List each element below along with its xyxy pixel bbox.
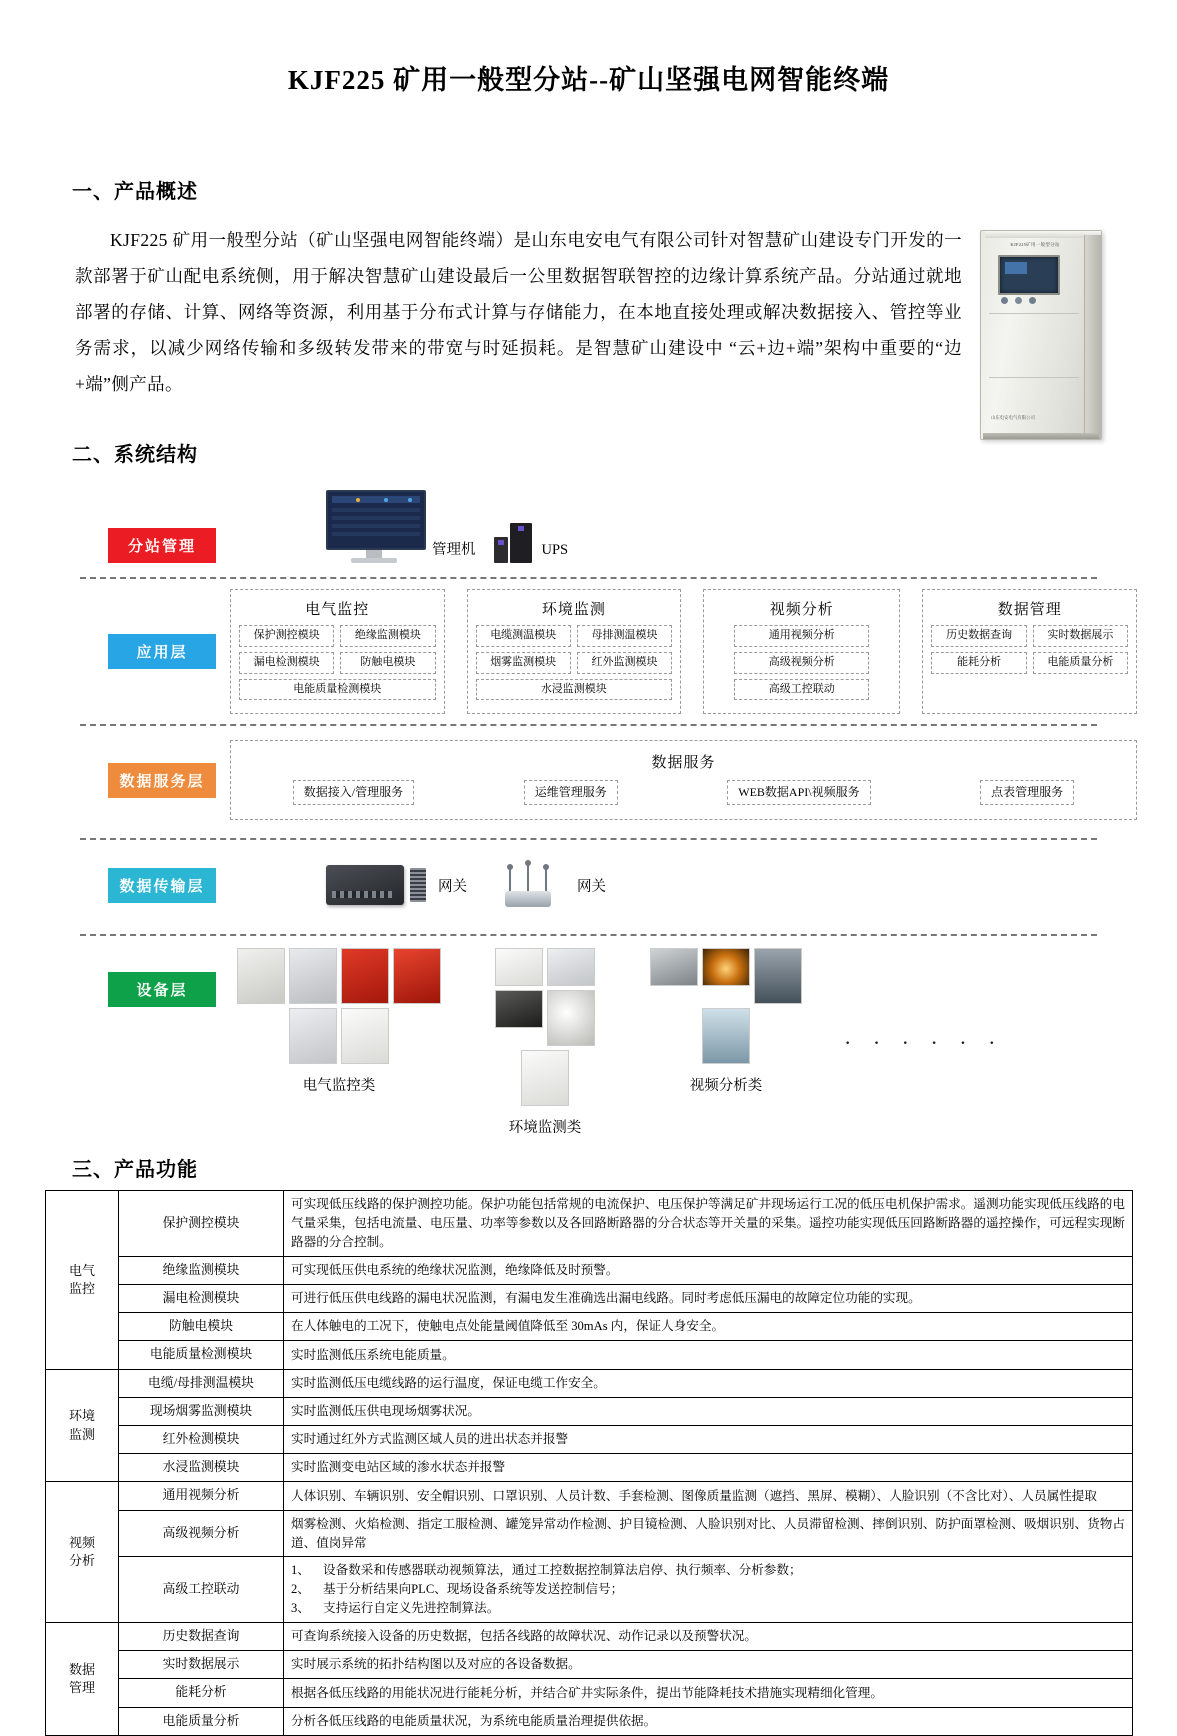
app-group-data <box>922 589 1137 714</box>
function-description-cell: 在人体触电的工况下，使触电点处能量阈值降低至 30mAs 内，保证人身安全。 <box>284 1313 1133 1341</box>
gateway-router-icon <box>501 863 555 907</box>
module-box[interactable]: 高级视频分析 <box>734 652 869 674</box>
function-description-cell: 可实现低压线路的保护测控功能。保护功能包括常规的电流保护、电压保护等满足矿井现场运行工况的低压电机保护需求。遥测功能实现低压线路的电气量采集，包括电流量、电压量、功率等参数以及各回路断路器的分合状态等开关量的采集。遥控功能实现低压回路断路器的遥控操作，可远程实现断路器的分合控制。 <box>284 1191 1133 1257</box>
layer-tag-transmission: 数据传输层 <box>108 868 216 903</box>
function-description-cell: 可实现低压供电系统的绝缘状况监测，绝缘降低及时预警。 <box>284 1256 1133 1284</box>
device-thumb <box>547 948 595 986</box>
device-thumb <box>393 948 441 1004</box>
module-box[interactable]: 电缆测温模块 <box>476 625 571 647</box>
table-row <box>46 1341 1133 1369</box>
device-group-video <box>646 948 806 1095</box>
service-box[interactable]: 点表管理服务 <box>980 780 1074 805</box>
architecture-diagram <box>0 485 1177 1137</box>
ups-label: UPS <box>541 542 569 558</box>
function-module-cell: 防触电模块 <box>119 1313 284 1341</box>
function-description-cell: 实时通过红外方式监测区域人员的进出状态并报警 <box>284 1426 1133 1454</box>
function-module-cell: 能耗分析 <box>119 1679 284 1707</box>
layer-tag-management: 分站管理 <box>108 528 216 563</box>
product-cabinet-photo <box>980 230 1102 440</box>
module-box[interactable]: 历史数据查询 <box>931 625 1026 647</box>
function-module-cell: 电能质量检测模块 <box>119 1341 284 1369</box>
module-box[interactable]: 电能质量分析 <box>1033 652 1128 674</box>
device-thumb <box>754 948 802 1004</box>
overview-section <box>75 222 1102 420</box>
function-description-cell: 可查询系统接入设备的历史数据，包括各线路的故障状况、动作记录以及预警状况。 <box>284 1623 1133 1651</box>
service-box[interactable]: WEB数据API\视频服务 <box>727 780 870 805</box>
management-host-label: 管理机 <box>432 542 476 558</box>
layer-data-service <box>40 740 1137 820</box>
cabinet-brand: 山东电安电气有限公司 <box>991 415 1035 420</box>
function-description-cell: 实时监测低压供电现场烟雾状况。 <box>284 1397 1133 1425</box>
service-box[interactable]: 数据接入/管理服务 <box>293 780 414 805</box>
layer-application <box>40 589 1137 714</box>
function-module-cell: 高级工控联动 <box>119 1557 284 1623</box>
table-row <box>46 1679 1133 1707</box>
function-module-cell: 高级视频分析 <box>119 1510 284 1557</box>
table-row <box>46 1313 1133 1341</box>
table-row <box>46 1285 1133 1313</box>
table-row <box>46 1397 1133 1425</box>
layer-tag-data-service: 数据服务层 <box>108 763 216 798</box>
divider-management-application <box>80 577 1097 579</box>
function-description-cell: 实时监测低压电缆线路的运行温度，保证电缆工作安全。 <box>284 1369 1133 1397</box>
function-description-cell: 实时监测低压系统电能质量。 <box>284 1341 1133 1369</box>
device-group-caption: 视频分析类 <box>689 1078 763 1095</box>
table-row <box>46 1623 1133 1651</box>
function-description-cell: 人体识别、车辆识别、安全帽识别、口罩识别、人员计数、手套检测、图像质量监测（遮挡、黑屏、模糊）、人脸识别（不含比对）、人员属性提取 <box>284 1482 1133 1510</box>
module-box[interactable]: 电能质量检测模块 <box>239 679 436 701</box>
module-box[interactable]: 红外监测模块 <box>577 652 672 674</box>
monitor-icon <box>326 490 422 563</box>
gateway-label-2: 网关 <box>577 878 606 895</box>
function-category-cell: 电气 监控 <box>46 1191 119 1369</box>
product-function-table <box>45 1190 1133 1736</box>
device-thumb <box>495 990 543 1028</box>
module-box[interactable]: 水浸监测模块 <box>476 679 673 701</box>
ups-icon <box>494 523 532 563</box>
function-module-cell: 通用视频分析 <box>119 1482 284 1510</box>
layer-device <box>40 948 1137 1137</box>
section-heading-overview: 一、产品概述 <box>72 179 198 203</box>
list-item: 2、 基于分析结果向PLC、现场设备系统等发送控制信号； <box>291 1582 624 1597</box>
function-category-cell: 环境 监测 <box>46 1369 119 1482</box>
service-group-title: 数据服务 <box>651 755 716 772</box>
module-box[interactable]: 实时数据展示 <box>1033 625 1128 647</box>
function-category-cell: 视频 分析 <box>46 1482 119 1623</box>
function-module-cell: 电能质量分析 <box>119 1707 284 1735</box>
layer-tag-device: 设备层 <box>108 972 216 1007</box>
table-row <box>46 1369 1133 1397</box>
module-box[interactable]: 保护测控模块 <box>239 625 334 647</box>
module-box[interactable]: 烟雾监测模块 <box>476 652 571 674</box>
function-description-cell: 实时监测变电站区域的渗水状态并报警 <box>284 1454 1133 1482</box>
table-row <box>46 1256 1133 1284</box>
gateway-heatsink-icon <box>410 868 426 902</box>
app-group-video <box>703 589 900 714</box>
device-group-caption: 电气监控类 <box>302 1078 376 1095</box>
section-heading-functions: 三、产品功能 <box>72 1157 198 1182</box>
section-heading-structure: 二、系统结构 <box>72 442 198 466</box>
layer-management <box>40 485 1137 567</box>
device-group-caption: 环境监测类 <box>508 1120 582 1137</box>
module-box[interactable]: 高级工控联动 <box>734 679 869 701</box>
device-group-electrical <box>234 948 444 1095</box>
table-row <box>46 1482 1133 1510</box>
divider-application-service <box>80 724 1097 726</box>
gateway-box-icon <box>326 865 404 905</box>
module-box[interactable]: 绝缘监测模块 <box>340 625 435 647</box>
device-more-indicator: · · · · · · <box>844 1029 1004 1055</box>
table-row <box>46 1651 1133 1679</box>
device-thumb <box>521 1050 569 1106</box>
function-module-cell: 红外检测模块 <box>119 1426 284 1454</box>
function-description-cell: 根据各低压线路的用能状况进行能耗分析，并结合矿井实际条件，提出节能降耗技术措施实现精细化管理。 <box>284 1679 1133 1707</box>
device-thumb <box>702 948 750 986</box>
function-module-cell: 绝缘监测模块 <box>119 1256 284 1284</box>
gateway-label-1: 网关 <box>438 878 467 895</box>
divider-transmission-device <box>80 934 1097 936</box>
module-box[interactable]: 母排测温模块 <box>577 625 672 647</box>
list-item: 3、 支持运行自定义先进控制算法。 <box>291 1601 500 1616</box>
device-thumb <box>650 948 698 986</box>
device-thumb <box>495 948 543 986</box>
table-row <box>46 1191 1133 1257</box>
list-item: 1、 设备数采和传感器联动视频算法，通过工控数据控制算法启停、执行频率、分析参数； <box>291 1563 802 1578</box>
function-description-cell <box>284 1557 1133 1623</box>
table-row <box>46 1557 1133 1623</box>
table-row <box>46 1510 1133 1557</box>
module-box[interactable]: 能耗分析 <box>931 652 1026 674</box>
function-module-cell: 水浸监测模块 <box>119 1454 284 1482</box>
module-box[interactable]: 通用视频分析 <box>734 625 869 647</box>
device-thumb <box>702 1008 750 1064</box>
device-thumb <box>237 948 285 1004</box>
function-module-cell: 现场烟雾监测模块 <box>119 1397 284 1425</box>
app-group-title: 数据管理 <box>997 602 1062 618</box>
function-module-cell: 漏电检测模块 <box>119 1285 284 1313</box>
device-thumb <box>289 1008 337 1064</box>
table-row <box>46 1707 1133 1735</box>
app-group-environment <box>467 589 682 714</box>
cabinet-label: KJF225矿用一般型分站 <box>1010 242 1060 247</box>
function-module-cell: 电缆/母排测温模块 <box>119 1369 284 1397</box>
function-description-cell: 实时展示系统的拓扑结构图以及对应的各设备数据。 <box>284 1651 1133 1679</box>
document-title: KJF225 矿用一般型分站--矿山坚强电网智能终端 <box>287 65 890 95</box>
function-description-cell: 可进行低压供电线路的漏电状况监测，有漏电发生准确选出漏电线路。同时考虑低压漏电的故障定位功能的实现。 <box>284 1285 1133 1313</box>
device-group-environment <box>470 948 620 1137</box>
app-group-title: 电气监控 <box>305 602 370 618</box>
device-thumb <box>289 948 337 1004</box>
module-box[interactable]: 防触电模块 <box>340 652 435 674</box>
function-category-cell: 数据 管理 <box>46 1623 119 1736</box>
function-module-cell: 历史数据查询 <box>119 1623 284 1651</box>
function-module-cell: 实时数据展示 <box>119 1651 284 1679</box>
device-thumb <box>547 990 595 1046</box>
table-row <box>46 1426 1133 1454</box>
device-thumb <box>341 1008 389 1064</box>
app-group-title: 环境监测 <box>541 602 606 618</box>
layer-tag-application: 应用层 <box>108 634 216 669</box>
app-group-electrical <box>230 589 445 714</box>
overview-paragraph: KJF225 矿用一般型分站（矿山坚强电网智能终端）是山东电安电气有限公司针对智慧矿山建设专门开发的一款部署于矿山配电系统侧，用于解决智慧矿山建设最后一公里数据智联智控的边缘计算系统产品。分站通过就地部署的存储、计算、网络等资源，利用基于分布式计算与存储能力，在本地直接处理或解决数据接入、管控等业务需求，以减少网络传输和多级转发带来的带宽与时延损耗。是智慧矿山建设中 “云+边+端”架构中重要的“边+端”侧产品。 <box>75 230 962 394</box>
divider-service-transmission <box>80 838 1097 840</box>
function-description-cell: 烟雾检测、火焰检测、指定工服检测、罐笼异常动作检测、护目镜检测、人脸识别对比、人员滞留检测、摔倒识别、防护面罩检测、吸烟识别、货物占道、值岗异常 <box>284 1510 1133 1557</box>
table-row <box>46 1454 1133 1482</box>
function-description-cell: 分析各低压线路的电能质量状况，为系统电能质量治理提供依据。 <box>284 1707 1133 1735</box>
service-box[interactable]: 运维管理服务 <box>524 780 618 805</box>
module-box[interactable]: 漏电检测模块 <box>239 652 334 674</box>
device-thumb <box>341 948 389 1004</box>
layer-transmission <box>40 850 1137 924</box>
function-module-cell: 保护测控模块 <box>119 1191 284 1257</box>
app-group-title: 视频分析 <box>769 602 834 618</box>
